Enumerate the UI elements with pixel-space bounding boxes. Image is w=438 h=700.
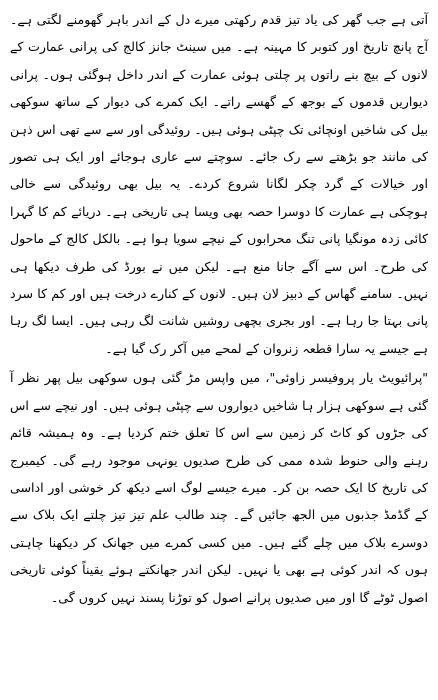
paragraph-1: آتی ہے جب گھر کی یاد تیز قدم رکھتی میرے دل کے اندر باہر گھومنے لگتی ہے۔ آج پانچ تاریخ اور کتوبر کا مہینہ ہے۔ میں سینٹ جانز کالج کی پرانی عمارت کے لانوں کے بیچ بنے راتوں پر چلتی ہوئی عمارت کے اندر داخل ہوگئی ہوں۔ پرانی دیواریں قدموں کے بوجھ کے گھسے راتے۔ ایک کمرے کی دیوار کے ساتھ سوکھی بیل کی شاخیں اونچائی تک چپٹی ہوئی ہیں۔ روئیدگی اور سے سے تھی اس ذہن کی مانند جو بڑھتے سے رک جائے۔ سوچتے سے عاری ہوجائے اور ایک ہی تصور اور خیالات کے گرد چکر لگانا شروع کردے۔ یہ بیل بھی روئیدگی سے خالی ہوچکی ہے عمارت کا دوسرا حصہ بھی ویسا ہی تاریخی ہے۔ دریائے کم کا گہرا کائی زدہ مونگیا پانی تنگ محرابوں کے نیچے سویا ہوا ہے۔ بالکل کالج کے ماحول کی طرح۔ اس سے آگے جانا منع ہے۔ لیکن میں نے بورڈ کی طرف دیکھا ہی نہیں۔ سامنے گھاس کے دبیز لان ہیں۔ لانوں کے کنارے درخت ہیں اور کم کا سرد پانی بہتا جا رہا ہے۔ اور بجری بچھی روشیں شانت لگ رہی ہیں۔ ایسا لگ رہا ہے جیسے یہ سارا قطعہ زنروان کے لمحے میں آکر رک گیا ہے۔	[10, 12, 428, 356]
article-body	[10, 6, 428, 611]
paragraph-2: "پرائیویٹ یار پروفیسر زاوئی"، میں واپس مڑ گئی ہوں سوکھی بیل پھر نظر آ گئی ہے سوکھی ہزار ہا شاخیں دیواروں سے چپٹی ہوئی ہیں۔ اور نیچے سے اس کی جڑوں کو کاٹ کر زمین سے اس کا تعلق ختم کردیا ہے۔ وہ ہمیشہ قائم رہنے والی حنوط شدہ ممی کی طرح صدیوں یونہی موجود رہے گی۔ کیمبرج کی تاریخ کا ایک حصہ بن کر۔ میرے جیسے لوگ اسے دیکھ کر خوشی اور اداسی کے گڈمڈ جذبوں میں الجھ جائیں گے۔ چند طالب علم تیز تیز چلتے ایک بلاک سے دوسرے بلاک میں چلے گئے ہیں۔ میں کسی کمرے میں جھانک کر دیکھنا چاہتی ہوں کہ اندر کوئی ہے بھی یا نہیں۔ لیکن اندر جھانکتے ہوئے یقیناً کوئی تاریخی اصول ٹوٹے گا اور میں صدیوں پرانے اصول کو توڑنا پسند نہیں کروں گی۔	[10, 370, 428, 605]
